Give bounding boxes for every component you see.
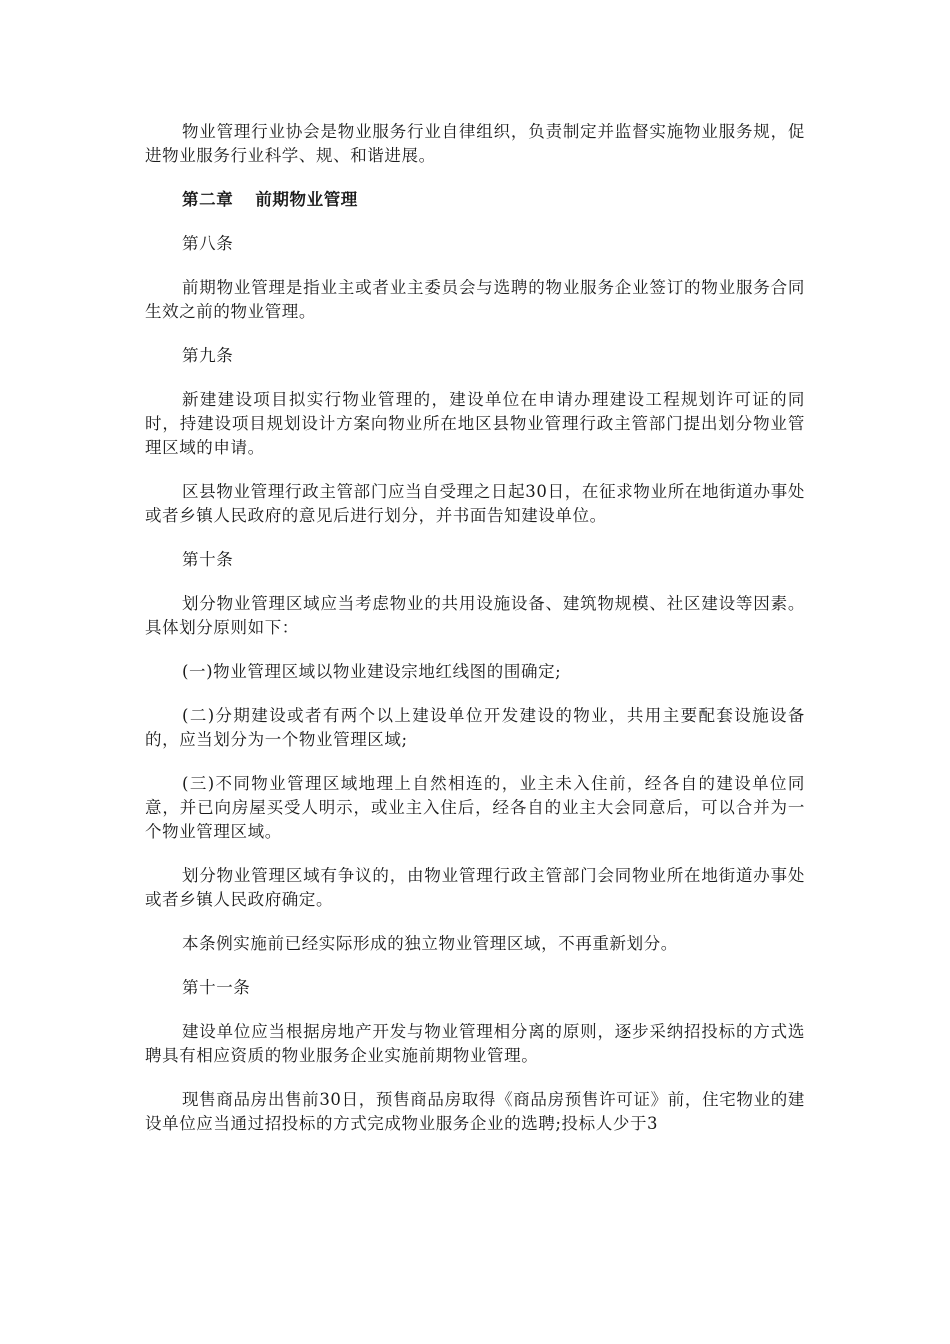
article-number: 第十条 [182,550,234,569]
paragraph: (二)分期建设或者有两个以上建设单位开发建设的物业，共用主要配套设施设备的，应当划分为一个物业管理区域; [145,706,805,749]
paragraph: 前期物业管理是指业主或者业主委员会与选聘的物业服务企业签订的物业服务合同生效之前的物业管理。 [145,278,805,321]
paragraph: 划分物业管理区域应当考虑物业的共用设施设备、建筑物规模、社区建设等因素。具体划分原则如下： [145,594,805,637]
article-number: 第九条 [182,346,234,365]
paragraph: (三)不同物业管理区域地理上自然相连的，业主未入住前，经各自的建设单位同意，并已向房屋买受人明示，或业主入住后，经各自的业主大会同意后，可以合并为一个物业管理区域。 [145,774,805,841]
document-page [145,120,805,1156]
paragraph: 划分物业管理区域有争议的，由物业管理行政主管部门会同物业所在地街道办事处或者乡镇人民政府确定。 [145,866,805,909]
article-number: 第八条 [182,234,234,253]
paragraph: (一)物业管理区域以物业建设宗地红线图的围确定; [182,662,562,681]
chapter-number: 第二章 [182,190,234,209]
paragraph: 本条例实施前已经实际形成的独立物业管理区域，不再重新划分。 [182,934,678,953]
chapter-title: 前期物业管理 [255,190,358,209]
paragraph: 物业管理行业协会是物业服务行业自律组织，负责制定并监督实施物业服务规，促进物业服务行业科学、规、和谐进展。 [145,122,805,165]
paragraph: 新建建设项目拟实行物业管理的，建设单位在申请办理建设工程规划许可证的同时，持建设项目规划设计方案向物业所在地区县物业管理行政主管部门提出划分物业管理区域的申请。 [145,390,805,457]
paragraph: 建设单位应当根据房地产开发与物业管理相分离的原则，逐步采纳招投标的方式选聘具有相应资质的物业服务企业实施前期物业管理。 [145,1022,805,1065]
paragraph: 区县物业管理行政主管部门应当自受理之日起30日，在征求物业所在地街道办事处或者乡镇人民政府的意见后进行划分，并书面告知建设单位。 [145,482,805,525]
article-number: 第十一条 [182,978,251,997]
paragraph: 现售商品房出售前30日，预售商品房取得《商品房预售许可证》前，住宅物业的建设单位应当通过招投标的方式完成物业服务企业的选聘;投标人少于3 [145,1090,805,1133]
chapter-heading [145,188,805,212]
